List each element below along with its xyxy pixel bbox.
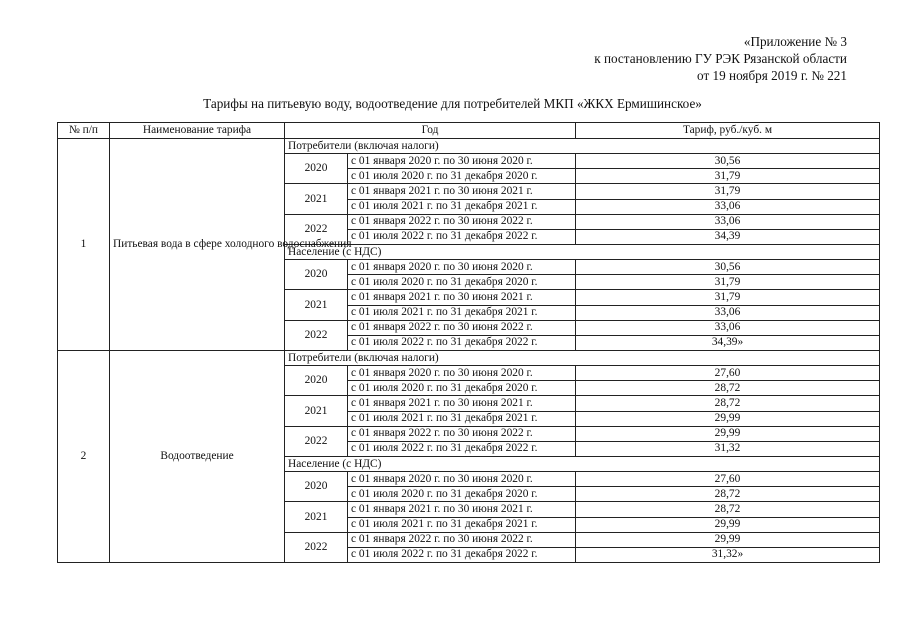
section-number: 2: [58, 350, 110, 562]
period-cell: с 01 июля 2022 г. по 31 декабря 2022 г.: [348, 441, 576, 456]
period-cell: с 01 июля 2021 г. по 31 декабря 2021 г.: [348, 411, 576, 426]
resolution-reference: к постановлению ГУ РЭК Рязанской области: [594, 51, 847, 66]
year-cell: 2020: [285, 154, 348, 184]
year-cell: 2021: [285, 290, 348, 320]
year-cell: 2020: [285, 472, 348, 502]
period-cell: с 01 января 2022 г. по 30 июня 2022 г.: [348, 426, 576, 441]
tariff-value-cell: 31,79: [576, 169, 880, 184]
document-title: Тарифы на питьевую воду, водоотведение для потребителей МКП «ЖКХ Ермишинское»: [203, 96, 702, 111]
appendix-label: «Приложение № 3: [743, 34, 847, 49]
column-header-number: № п/п: [58, 123, 110, 139]
tariff-value-cell: 31,79: [576, 290, 880, 305]
tariff-value-cell: 31,79: [576, 275, 880, 290]
section-tariff-name: Питьевая вода в сфере холодного водоснабжения: [110, 139, 285, 351]
tariff-value-cell: 29,99: [576, 411, 880, 426]
period-cell: с 01 января 2021 г. по 30 июня 2021 г.: [348, 184, 576, 199]
period-cell: с 01 июля 2020 г. по 31 декабря 2020 г.: [348, 381, 576, 396]
year-cell: 2022: [285, 214, 348, 244]
year-cell: 2022: [285, 320, 348, 350]
period-cell: с 01 июля 2020 г. по 31 декабря 2020 г.: [348, 169, 576, 184]
table-header-row: [58, 123, 880, 139]
year-cell: 2021: [285, 502, 348, 532]
tariff-value-cell: 34,39»: [576, 335, 880, 350]
period-cell: с 01 января 2020 г. по 30 июня 2020 г.: [348, 366, 576, 381]
consumer-group-label: Потребители (включая налоги): [285, 139, 880, 154]
tariff-value-cell: 27,60: [576, 366, 880, 381]
period-cell: с 01 января 2021 г. по 30 июня 2021 г.: [348, 502, 576, 517]
period-cell: с 01 июля 2020 г. по 31 декабря 2020 г.: [348, 275, 576, 290]
consumer-group-label: Население (с НДС): [285, 244, 880, 259]
section-number: 1: [58, 139, 110, 351]
tariff-value-cell: 28,72: [576, 396, 880, 411]
tariff-value-cell: 33,06: [576, 320, 880, 335]
document-header: [594, 33, 847, 84]
section-tariff-name: Водоотведение: [110, 350, 285, 562]
period-cell: с 01 января 2022 г. по 30 июня 2022 г.: [348, 320, 576, 335]
period-cell: с 01 января 2020 г. по 30 июня 2020 г.: [348, 260, 576, 275]
consumer-group-label: Потребители (включая налоги): [285, 350, 880, 365]
year-cell: 2021: [285, 396, 348, 426]
year-cell: 2020: [285, 366, 348, 396]
period-cell: с 01 июля 2021 г. по 31 декабря 2021 г.: [348, 305, 576, 320]
consumer-group-label: Население (с НДС): [285, 456, 880, 471]
period-cell: с 01 июля 2021 г. по 31 декабря 2021 г.: [348, 199, 576, 214]
tariff-value-cell: 34,39: [576, 229, 880, 244]
period-cell: с 01 января 2022 г. по 30 июня 2022 г.: [348, 532, 576, 547]
tariff-value-cell: 33,06: [576, 305, 880, 320]
tariff-value-cell: 30,56: [576, 154, 880, 169]
tariff-value-cell: 28,72: [576, 487, 880, 502]
period-cell: с 01 января 2022 г. по 30 июня 2022 г.: [348, 214, 576, 229]
tariff-value-cell: 33,06: [576, 199, 880, 214]
period-cell: с 01 июля 2022 г. по 31 декабря 2022 г.: [348, 335, 576, 350]
tariff-value-cell: 29,99: [576, 532, 880, 547]
period-cell: с 01 января 2020 г. по 30 июня 2020 г.: [348, 472, 576, 487]
tariff-value-cell: 28,72: [576, 502, 880, 517]
period-cell: с 01 июля 2022 г. по 31 декабря 2022 г.: [348, 229, 576, 244]
tariff-value-cell: 28,72: [576, 381, 880, 396]
column-header-tariff-value: Тариф, руб./куб. м: [576, 123, 880, 139]
period-cell: с 01 июля 2021 г. по 31 декабря 2021 г.: [348, 517, 576, 532]
tariff-table: [57, 122, 880, 563]
year-cell: 2022: [285, 532, 348, 562]
tariff-value-cell: 31,32: [576, 441, 880, 456]
tariff-value-cell: 31,32»: [576, 547, 880, 562]
group-row: [58, 350, 880, 365]
period-cell: с 01 января 2020 г. по 30 июня 2020 г.: [348, 154, 576, 169]
tariff-table-body: [58, 139, 880, 563]
period-cell: с 01 января 2021 г. по 30 июня 2021 г.: [348, 290, 576, 305]
tariff-value-cell: 29,99: [576, 426, 880, 441]
period-cell: с 01 июля 2020 г. по 31 декабря 2020 г.: [348, 487, 576, 502]
period-cell: с 01 января 2021 г. по 30 июня 2021 г.: [348, 396, 576, 411]
year-cell: 2021: [285, 184, 348, 214]
column-header-year: Год: [285, 123, 576, 139]
tariff-value-cell: 33,06: [576, 214, 880, 229]
tariff-value-cell: 27,60: [576, 472, 880, 487]
tariff-value-cell: 29,99: [576, 517, 880, 532]
column-header-tariff-name: Наименование тарифа: [110, 123, 285, 139]
tariff-value-cell: 30,56: [576, 260, 880, 275]
year-cell: 2022: [285, 426, 348, 456]
group-row: [58, 139, 880, 154]
year-cell: 2020: [285, 260, 348, 290]
tariff-value-cell: 31,79: [576, 184, 880, 199]
resolution-date: от 19 ноября 2019 г. № 221: [697, 68, 847, 83]
period-cell: с 01 июля 2022 г. по 31 декабря 2022 г.: [348, 547, 576, 562]
